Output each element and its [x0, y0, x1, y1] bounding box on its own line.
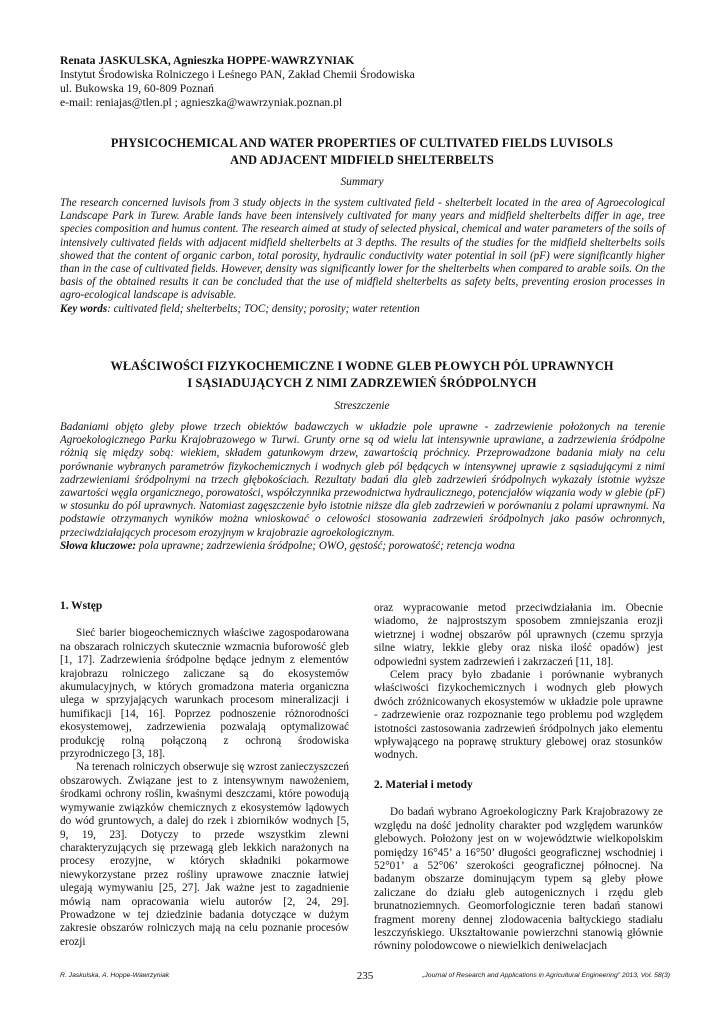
section-heading-methods: 2. Materiał i metody: [374, 778, 473, 791]
body-paragraph: oraz wypracowanie metod przeciwdziałania im. Obecnie wiadomo, że najprostszym sposobem zmniejszania erozji wietrznej i wodnej obszarów pól uprawnych (czemu sprzyja silne wiatry, lekkie gleby oraz niska ilość opadów) jest odpowiedni system zadrzewień i zakrzaczeń [11, 18].: [374, 602, 663, 668]
english-summary: [60, 197, 665, 316]
body-paragraph: Sieć barier biogeochemicznych właściwe zagospodarowana na obszarach rolniczych skutecznie wzmacnia buforowość gleb [1, 17]. Zadrzewienia śródpolne będące jednym z elementów krajobrazu rolniczego zaliczane są do ekosystemów akumulacyjnych, w których gromadzona materia organiczna ulega w sprzyjających warunkach procesom mineralizacji i humifikacji [14, 16]. Poprzez podnoszenie różnorodności ekosystemowej, zadrzewienia pozwalają optymalizować produkcję rolną połączoną z ochroną środowiska przyrodniczego [3, 18].: [60, 627, 349, 761]
keywords-text: : cultivated field; shelterbelts; TOC; density; porosity; water retention: [107, 302, 420, 315]
address: ul. Bukowska 19, 60-809 Poznań: [60, 82, 214, 95]
body-paragraph: Do badań wybrano Agroekologiczny Park Krajobrazowy ze względu na dość jednolity charakter pod względem warunków glebowych. Położony jest on w województwie wielkopolskim pomiędzy 16°45’ a 16°50’ długości geograficznej wschodniej i 52°01’ a 52°06’ szerokości geograficznej północnej. Na badanym obszarze dominującym typem są gleby płowe zaliczane do działu gleb autogenicznych i rzędu gleb brunatnoziemnych. Geomorfologicznie teren badań stanowi fragment moreny dennej zlodowacenia bałtyckiego stadiału leszczyńskiego. Ukształtowanie powierzchni stanowią głównie równiny polodowcowe o niewielkich deniwelacjach: [374, 806, 663, 953]
page-footer: [60, 970, 670, 984]
polish-title: [52, 358, 672, 392]
summary-label: Summary: [340, 176, 384, 188]
polish-summary-text: Badaniami objęto gleby płowe trzech obiektów badawczych w układzie pole uprawne - zadrzewienie położonych na terenie Agroekologicznego Parku Krajobrazowego w Turwi. Grunty orne są od wielu lat intensywnie uprawiane, a zadrzewienia śródpolne różnią się między sobą: wiekiem, składem gatunkowym drzew, zawartością próchnicy. Przeprowadzone badania miały na celu porównanie wybranych parametrów fizykochemicznych i wodnych gleb pól będących w intensywnej uprawie z sąsiadującymi z nimi zadrzewieniami śródpolnymi na trzech głębokościach. Rezultaty badań dla gleb zadrzewień śródpolnych wykazały istotnie wyższe zawartości węgla organicznego, porowatości, współczynnika przewodnictwa hydraulicznego, potencjałów wiązania wody w glebie (pF) w stosunku do pól uprawnych. Natomiast zagęszczenie było istotnie niższe dla gleb zadrzewień w porównaniu z polami uprawnymi. Na podstawie otrzymanych wyników można wnioskować o celowości stosowania zadrzewień śródpolnych jako pasów ochronnych, przeciwdziałających procesom erozyjnym w krajobrazie agroekologicznym.: [60, 421, 665, 539]
section-heading-intro: 1. Wstęp: [60, 600, 103, 612]
slowa-kluczowe-text: pola uprawne; zadrzewienia śródpolne; OWO, gęstość; porowatość; retencja wodna: [136, 539, 515, 552]
polish-title-line2: I SĄSIADUJĄCYCH Z NIMI ZADRZEWIEŃ ŚRÓDPOLNYCH: [187, 376, 537, 390]
streszczenie-label: Streszczenie: [334, 400, 390, 412]
author-names: Renata JASKULSKA, Agnieszka HOPPE-WAWRZYNIAK: [60, 54, 355, 67]
right-column: [374, 602, 663, 954]
polish-keywords: [60, 540, 665, 553]
footer-journal: „Journal of Research and Applications in Agricultural Engineering” 2013, Vol. 58(3): [422, 972, 670, 979]
author-block: [60, 54, 670, 110]
english-summary-text: The research concerned luvisols from 3 study objects in the system cultivated field - shelterbelt located in the area of Agroecological Landscape Park in Turew. Arable lands have been intensively cultivated for many years and midfield shelterbelts differ in age, tree species composition and humus content. The research aimed at study of selected physical, chemical and water parameters of the soils of intensively cultivated fields with adjacent midfield shelterbelts at 3 depths. The results of the studies for the midfield shelterbelts soils showed that the content of organic carbon, total porosity, hydraulic conductivity water potential in soil (pF) were significantly higher than in the case of cultivated fields. However, density was significantly lower for the shelterbelts when compared to arable soils. On the basis of the obtained results it can be concluded that the use of midfield shelterbelts as safety belts, preventing erosion processes in agro-ecological landscape is advisable.: [60, 197, 665, 302]
body-paragraph: Celem pracy było zbadanie i porównanie wybranych właściwości fizykochemicznych i wodnych gleb płowych dwóch zróżnicowanych ekosystemów w układzie pole uprawne - zadrzewienie oraz rozpoznanie tego problemu pod względem istotności zastosowania zadrzewień śródpolnych jako elementu wpływającego na poprawę struktury glebowej oraz stosunków wodnych.: [374, 669, 663, 762]
body-paragraph: Na terenach rolniczych obserwuje się wzrost zanieczyszczeń obszarowych. Związane jest to z intensywnym nawożeniem, środkami ochrony roślin, kwaśnymi deszczami, które powodują wymywanie związków chemicznych z ekosystemów lądowych do wód gruntowych, a dalej do rzek i zbiorników wodnych [5, 9, 19, 23]. Dotyczy to przede wszystkim zlewni charakteryzujących się przewagą gleb lekkich narażonych na procesy erozyjne, w których składniki pokarmowe niewykorzystane przez rośliny uprawowe znacznie łatwiej ulegają wymywaniu [25, 27]. Jak ważne jest to zagadnienie mówią nam opracowania wielu autorów [2, 24, 29]. Prowadzone w tej dziedzinie badania dotyczące w dużym zakresie obszarów rolniczych mają na celu poznanie procesów erozji: [60, 761, 349, 948]
slowa-kluczowe-label: Słowa kluczowe:: [60, 539, 137, 552]
left-column: [60, 596, 349, 949]
footer-authors: R. Jaskulska, A. Hoppe-Wawrzyniak: [60, 972, 170, 979]
polish-title-line1: WŁAŚCIWOŚCI FIZYKOCHEMICZNE I WODNE GLEB PŁOWYCH PÓL UPRAWNYCH: [110, 359, 614, 373]
email: e-mail: reniajas@tlen.pl ; agnieszka@wawrzyniak.poznan.pl: [60, 96, 343, 109]
english-title-line2: AND ADJACENT MIDFIELD SHELTERBELTS: [230, 153, 494, 167]
polish-summary: [60, 421, 665, 553]
english-keywords: [60, 303, 665, 316]
page-number: 235: [356, 970, 374, 982]
english-title: [52, 135, 672, 169]
keywords-label: Key words: [60, 302, 108, 315]
english-title-line1: PHYSICOCHEMICAL AND WATER PROPERTIES OF CULTIVATED FIELDS LUVISOLS: [110, 136, 614, 150]
institution: Instytut Środowiska Rolniczego i Leśnego PAN, Zakład Chemii Środowiska: [60, 68, 415, 81]
